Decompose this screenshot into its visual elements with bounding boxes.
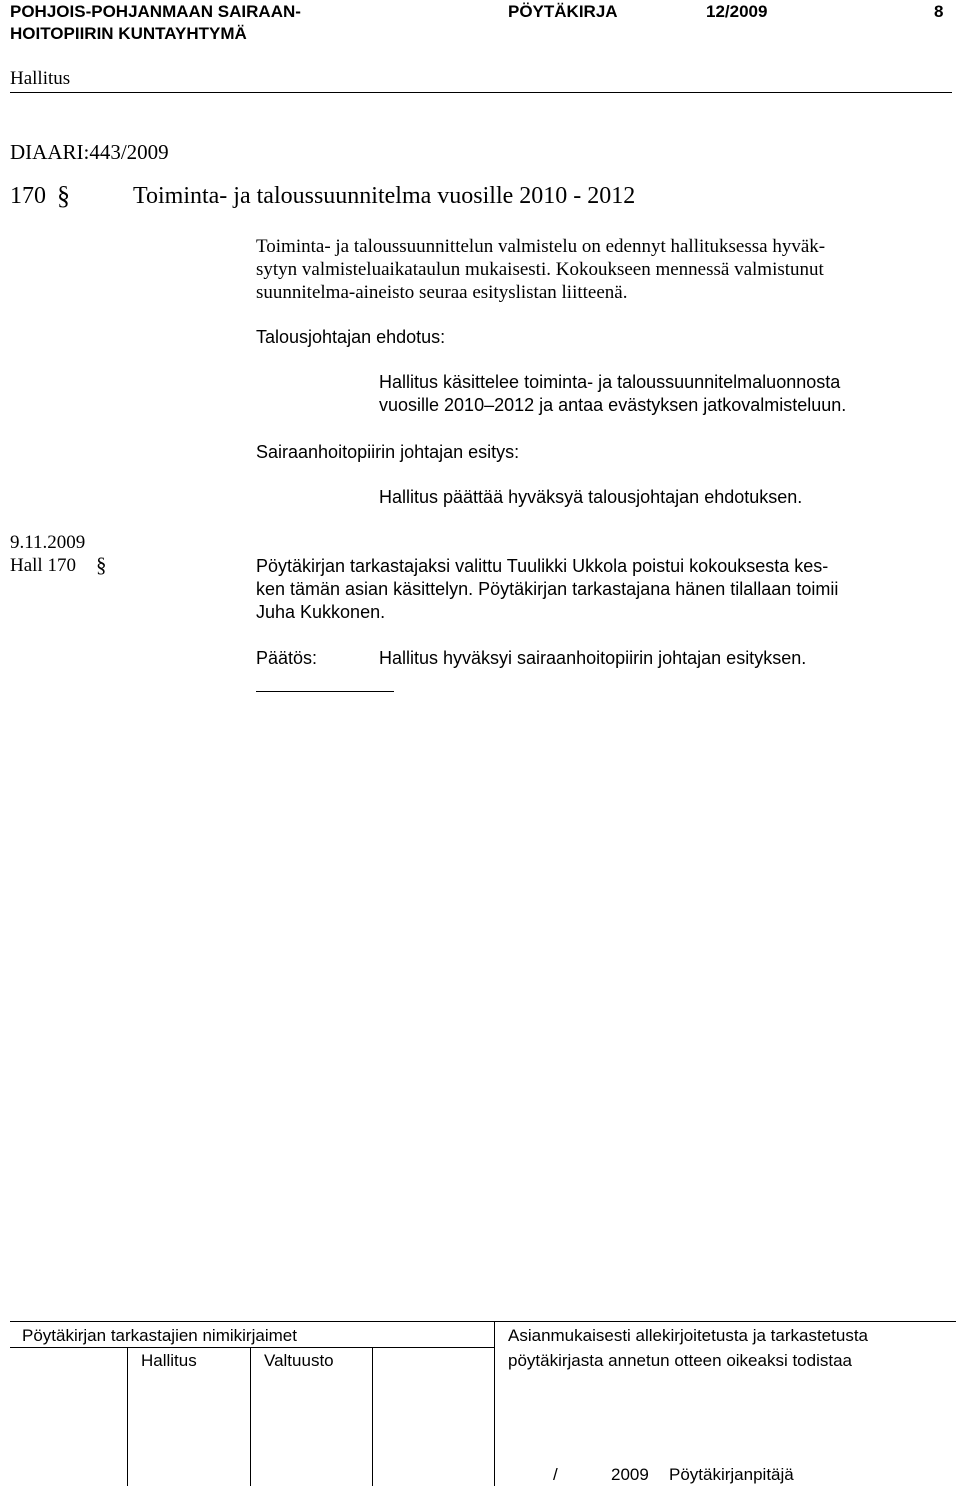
decision-label: Päätös: [256,648,318,668]
section-number: 170 [10,183,46,209]
note-line: ken tämän asian käsittelyn. Pöytäkirjan tarkastajana hänen tilallaan toimii [256,579,839,599]
meeting-note [256,555,838,624]
proposal-line: vuosille 2010–2012 ja antaa evästyksen jatkovalmisteluun. [379,395,847,415]
footer-signer-role: Pöytäkirjanpitäjä [669,1465,794,1484]
footer-certified-line2: pöytäkirjasta annetun otteen oikeaksi todistaa [508,1351,853,1370]
diaari-number: DIAARI:443/2009 [10,140,169,164]
footer-date-year: 2009 [611,1465,649,1484]
note-line: Pöytäkirjan tarkastajaksi valittu Tuulikki Ukkola poistui kokouksesta kes- [256,556,829,576]
section-end-rule [256,691,394,692]
doc-type: PÖYTÄKIRJA [508,2,618,21]
footer-col-divider [250,1347,251,1486]
intro-line: suunnitelma-aineisto seuraa esityslistan liitteenä. [256,282,628,303]
meeting-date: 9.11.2009 [10,532,86,553]
footer-initials-heading: Pöytäkirjan tarkastajien nimikirjaimet [22,1326,297,1345]
intro-paragraph [256,235,825,304]
doc-number: 12/2009 [706,2,768,21]
paragraph-sign-icon: § [57,181,70,210]
footer-col-hallitus: Hallitus [141,1351,197,1370]
decision-text: Hallitus hyväksyi sairaanhoitopiirin johtajan esityksen. [379,648,807,668]
meeting-ref: Hall 170 [10,555,76,576]
body-name: Hallitus [10,68,71,89]
page-number: 8 [934,2,944,21]
footer-col-divider [127,1347,128,1486]
footer-col-valtuusto: Valtuusto [264,1351,334,1370]
org-name-line1: POHJOIS-POHJANMAAN SAIRAAN- [10,2,301,21]
footer-mid-rule [10,1347,494,1348]
note-line: Juha Kukkonen. [256,602,386,622]
footer-top-rule [10,1321,956,1322]
footer-certified-line1: Asianmukaisesti allekirjoitetusta ja tarkastetusta [508,1326,868,1345]
proposal-text-cfo [379,371,846,417]
footer-col-divider [372,1347,373,1486]
org-name-line2: HOITOPIIRIN KUNTAYHTYMÄ [10,24,247,43]
footer-col-divider [494,1321,495,1486]
proposal-line: Hallitus käsittelee toiminta- ja taloussuunnitelmaluonnosta [379,372,841,392]
paragraph-sign-icon: § [96,553,107,577]
footer-date-slash: / [553,1465,558,1484]
intro-line: sytyn valmisteluaikataulun mukaisesti. Kokoukseen mennessä valmistunut [256,259,824,280]
header-rule [10,92,952,93]
proposal-label-director: Sairaanhoitopiirin johtajan esitys: [256,442,520,462]
proposal-text-director: Hallitus päättää hyväksyä talousjohtajan ehdotuksen. [379,487,803,507]
section-title: Toiminta- ja taloussuunnitelma vuosille 2010 - 2012 [133,183,636,209]
intro-line: Toiminta- ja taloussuunnittelun valmistelu on edennyt hallituksessa hyväk- [256,236,826,257]
proposal-label-cfo: Talousjohtajan ehdotus: [256,327,446,347]
